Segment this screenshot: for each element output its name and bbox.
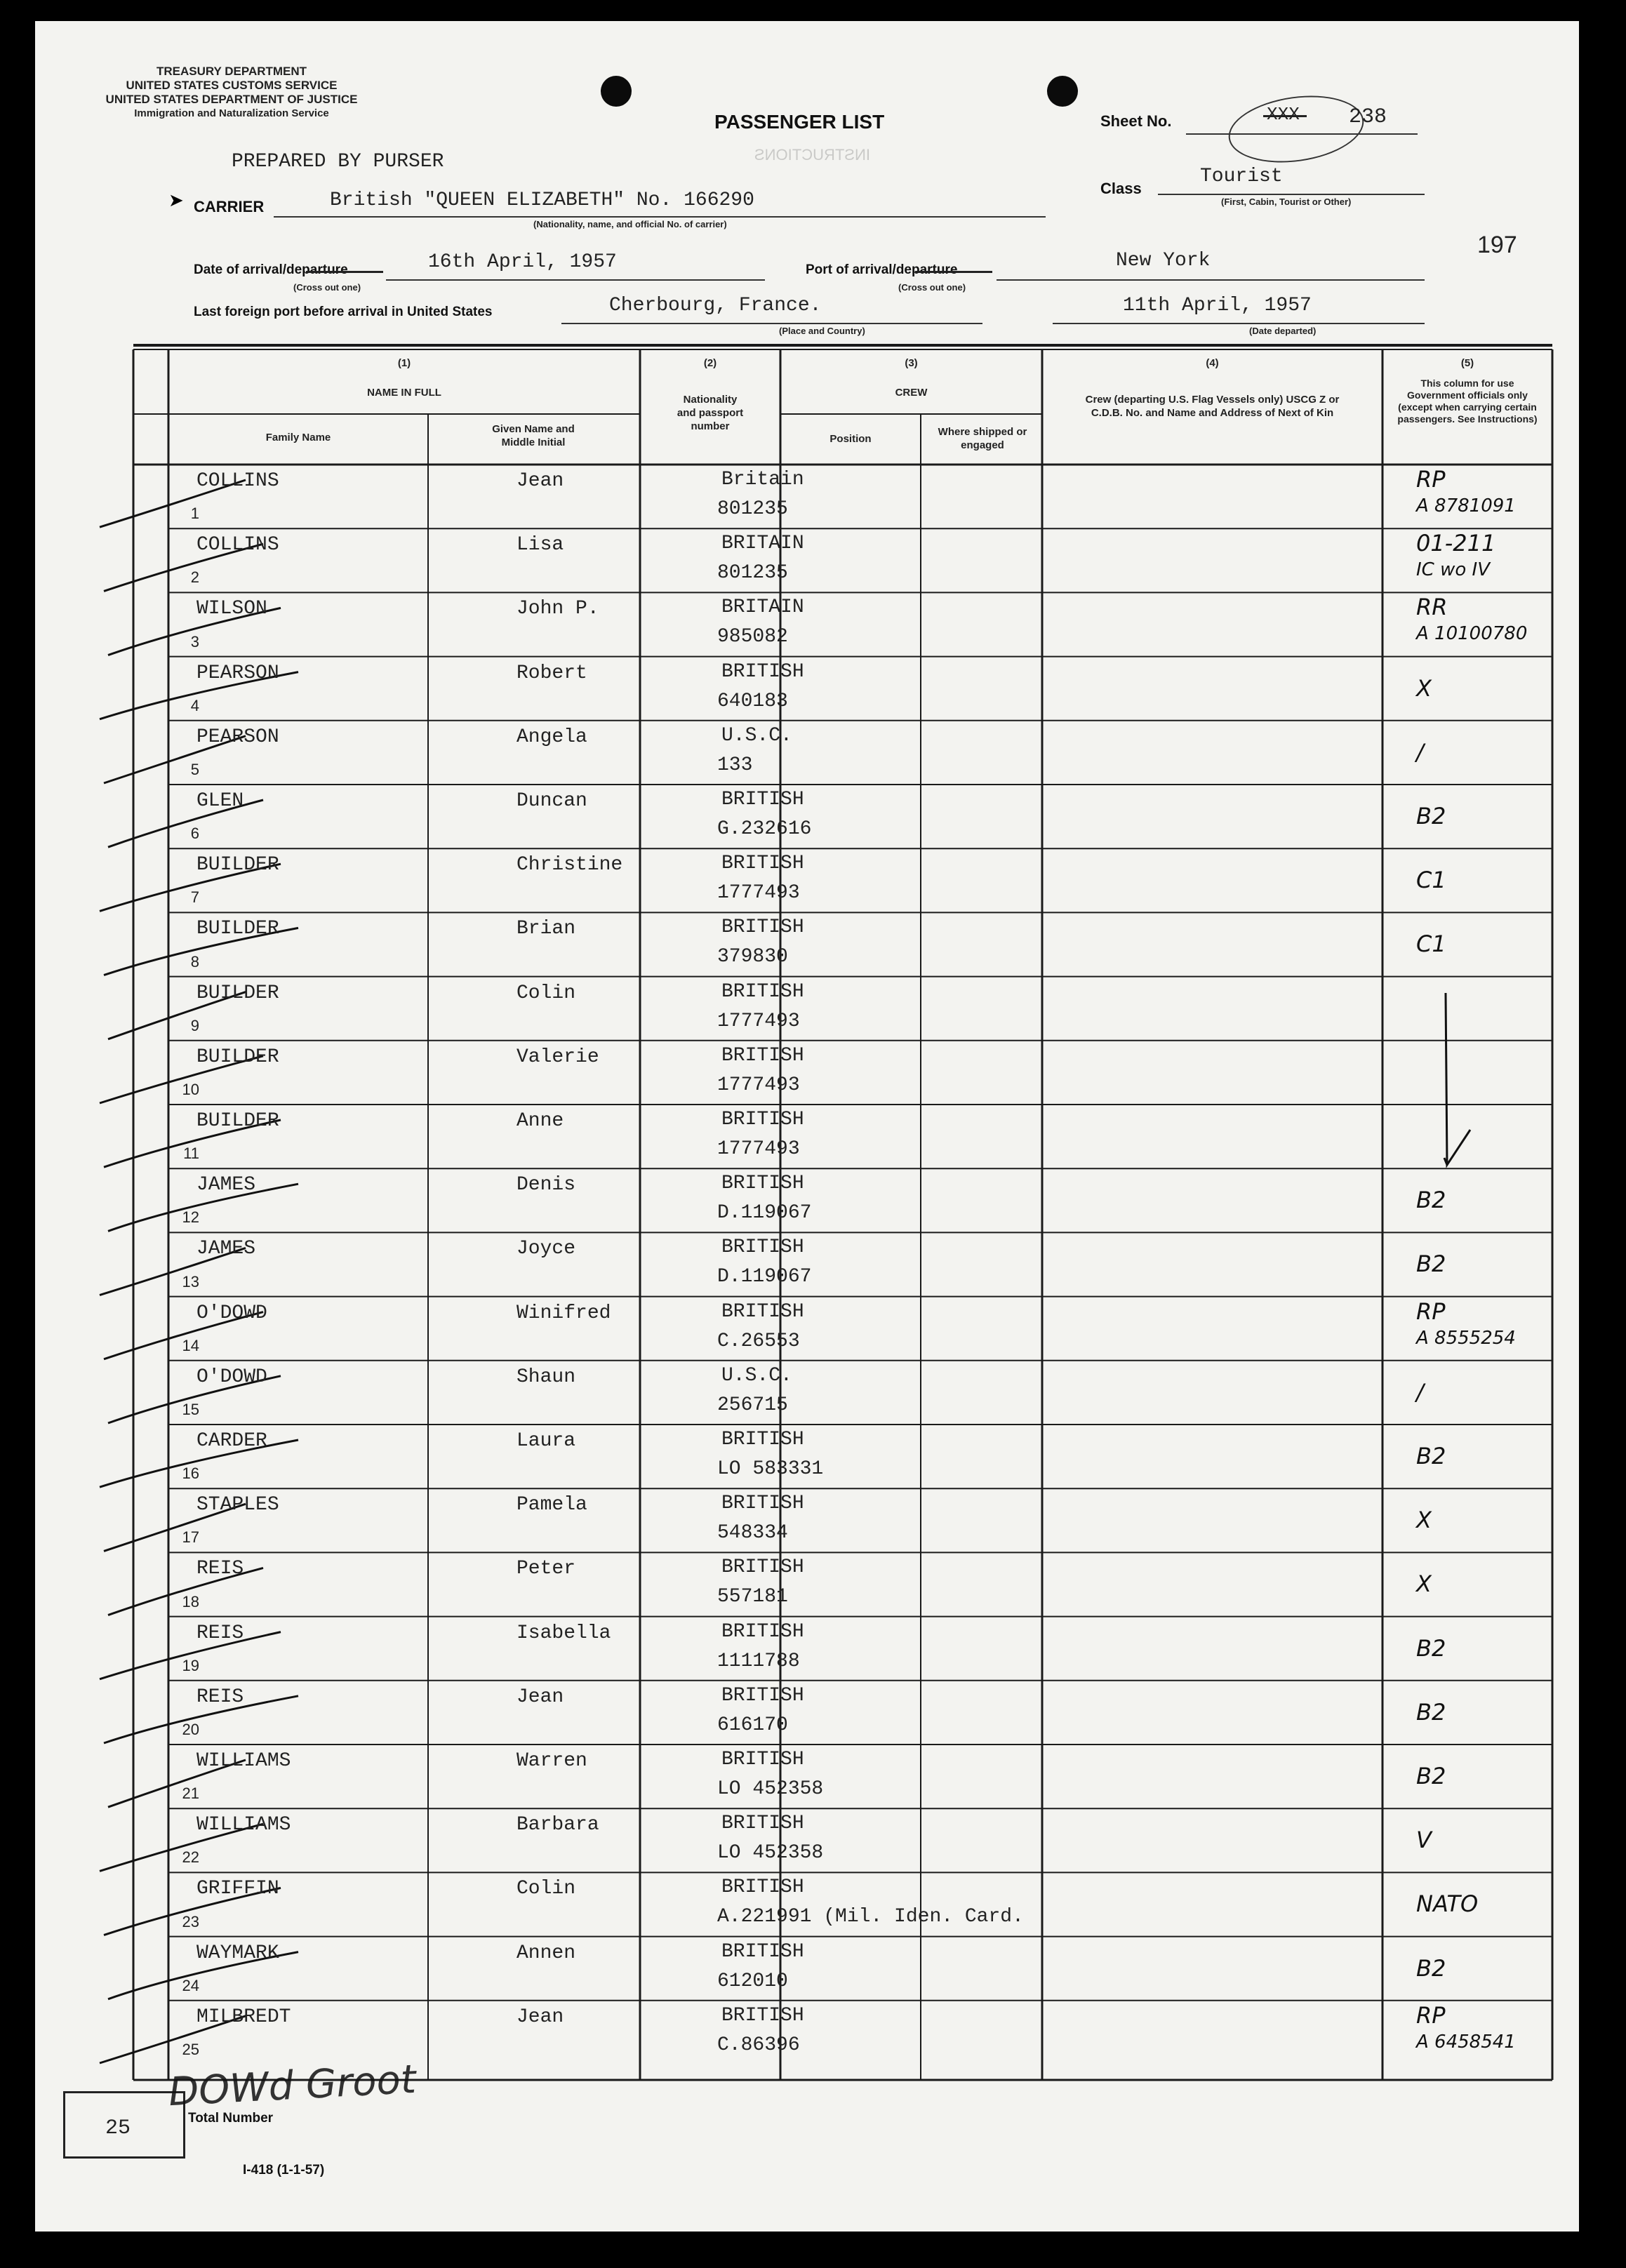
table-row [35, 912, 1579, 976]
row-number: 2 [190, 568, 199, 587]
passport-number: 801235 [717, 562, 788, 585]
row-number: 5 [190, 760, 199, 778]
cross-out-caption: (Cross out one) [898, 282, 966, 293]
table-row [35, 657, 1579, 721]
sheet-struck-value: XXX [1267, 104, 1300, 125]
family-name: REIS [196, 1686, 244, 1708]
nationality: BRITISH [721, 1556, 804, 1579]
passport-number: 1777493 [717, 1138, 800, 1160]
row-number: 4 [190, 696, 199, 714]
total-label: Total Number [188, 2111, 274, 2126]
family-name: JAMES [196, 1174, 256, 1196]
col3-title: CREW [895, 387, 928, 399]
passport-number: LO 452358 [717, 1778, 824, 1800]
agency-line: UNITED STATES DEPARTMENT OF JUSTICE [105, 93, 358, 106]
nationality: BRITISH [721, 1109, 804, 1130]
nationality: BRITISH [721, 1236, 804, 1259]
family-name: O'DOWD [196, 1366, 267, 1388]
row-number: 23 [182, 1912, 199, 1930]
passport-number: 616170 [717, 1714, 788, 1736]
passport-number: 133 [717, 754, 753, 776]
table-row [35, 1617, 1579, 1681]
gov-mark: X [1416, 1507, 1432, 1534]
nationality: BRITISH [721, 1749, 804, 1770]
gov-mark: / [1416, 738, 1424, 766]
nationality: BRITISH [721, 1684, 804, 1707]
nationality: BRITAIN [721, 596, 804, 619]
family-name: COLLINS [196, 470, 279, 492]
given-name: Lisa [517, 534, 564, 556]
table-row [35, 1168, 1579, 1232]
nationality: BRITISH [721, 980, 804, 1003]
family-name: JAMES [196, 1238, 256, 1260]
family-name: REIS [196, 1558, 244, 1580]
row-number: 3 [190, 632, 199, 651]
table-row [35, 1041, 1579, 1105]
given-name: Colin [517, 1878, 576, 1900]
nationality: U.S.C. [721, 724, 792, 747]
family-name: STAPLES [196, 1494, 279, 1516]
family-name: COLLINS [196, 534, 279, 556]
given-name: Anne [517, 1110, 564, 1132]
total-value: 25 [105, 2116, 131, 2140]
table-row [35, 1232, 1579, 1296]
passport-number: 379830 [717, 946, 788, 968]
table-row [35, 1425, 1579, 1488]
row-number: 13 [182, 1272, 199, 1290]
gov-mark-secondary: IC wo IV [1416, 559, 1490, 581]
passport-number: 640183 [717, 690, 788, 712]
sheet-label: Sheet No. [1100, 112, 1172, 130]
builder-bracket-mark [1432, 989, 1488, 1179]
nationality: BRITISH [721, 1620, 804, 1643]
carrier-value: British "QUEEN ELIZABETH" No. 166290 [330, 189, 754, 211]
gov-mark: RP [1416, 1298, 1446, 1325]
date-departed-caption: (Date departed) [1249, 326, 1317, 336]
class-caption: (First, Cabin, Tourist or Other) [1221, 196, 1352, 207]
col2-number: (2) [703, 357, 717, 369]
given-name: Joyce [517, 1238, 576, 1260]
nationality: BRITISH [721, 1429, 804, 1450]
passport-number: 557181 [717, 1586, 788, 1608]
gov-mark: X [1416, 674, 1432, 702]
class-value: Tourist [1200, 166, 1283, 187]
passport-number: D.119067 [717, 1202, 812, 1225]
table-row [35, 1937, 1579, 2001]
gov-mark-secondary: A 10100780 [1416, 623, 1528, 645]
gov-mark: RR [1416, 594, 1448, 621]
family-name: GRIFFIN [196, 1878, 279, 1900]
passport-number: 256715 [717, 1394, 788, 1416]
passenger-list-sheet [35, 21, 1579, 2232]
agency-line: UNITED STATES CUSTOMS SERVICE [126, 79, 338, 92]
table-row [35, 528, 1579, 592]
table-row [35, 1872, 1579, 1936]
gov-mark: B2 [1416, 1443, 1446, 1469]
table-row [35, 1361, 1579, 1425]
gov-mark: / [1416, 1378, 1424, 1406]
nationality: BRITISH [721, 1300, 804, 1323]
given-name: Robert [517, 662, 587, 684]
given-name: Christine [517, 854, 623, 876]
row-number: 15 [182, 1400, 199, 1418]
table-row [35, 848, 1579, 912]
given-name: Peter [517, 1558, 576, 1580]
where-shipped-header: Where shipped or engaged [938, 426, 1027, 451]
row-number: 6 [190, 825, 199, 843]
row-number: 14 [182, 1336, 199, 1354]
nationality: Britain [721, 469, 804, 491]
row-number: 7 [190, 888, 199, 907]
col1-title: NAME IN FULL [367, 387, 441, 399]
gov-mark: B2 [1416, 803, 1446, 829]
table-row [35, 1488, 1579, 1552]
given-name: John P. [517, 598, 599, 620]
nationality: BRITISH [721, 1813, 804, 1835]
position-header: Position [829, 433, 872, 445]
table-row [35, 465, 1579, 528]
family-name: BUILDER [196, 1110, 279, 1132]
table-row [35, 592, 1579, 656]
date-value: 16th April, 1957 [428, 251, 617, 273]
gov-mark: C1 [1416, 930, 1446, 958]
table-row [35, 1105, 1579, 1168]
row-number: 20 [182, 1720, 199, 1738]
passport-number: G.232616 [717, 818, 812, 840]
agency-line: Immigration and Naturalization Service [134, 107, 329, 119]
nationality: BRITISH [721, 1493, 804, 1515]
family-name: O'DOWD [196, 1302, 267, 1324]
agency-line: TREASURY DEPARTMENT [156, 65, 307, 78]
col4-title: Crew (departing U.S. Flag Vessels only) USCG Z or C.D.B. No. and Name and Address of Next of Kin [1085, 394, 1340, 419]
gov-mark-secondary: A 8555254 [1416, 1327, 1516, 1349]
purser-signature: DOWd Groot [167, 2056, 418, 2116]
passport-number: D.119067 [717, 1266, 812, 1288]
gov-mark: B2 [1416, 1634, 1446, 1662]
page-title: PASSENGER LIST [714, 111, 885, 133]
row-number: 11 [183, 1145, 199, 1163]
table-row [35, 977, 1579, 1041]
col1-number: (1) [397, 357, 411, 369]
nationality: BRITISH [721, 660, 804, 683]
passport-number: 1777493 [717, 1074, 800, 1096]
table-row [35, 2001, 1579, 2064]
last-port-value: Cherbourg, France. [609, 295, 822, 316]
nationality: BRITISH [721, 1173, 804, 1195]
passport-number: A.221991 (Mil. Iden. Card. [717, 1906, 1024, 1928]
date-label: Date of arrival/departure [194, 262, 348, 277]
nationality: BRITISH [721, 789, 804, 811]
given-name: Pamela [517, 1494, 587, 1516]
stamp-number: 197 [1477, 232, 1517, 258]
gov-mark: 01-211 [1416, 530, 1496, 557]
nationality: BRITISH [721, 853, 804, 875]
given-name: Barbara [517, 1814, 599, 1836]
given-name: Colin [517, 982, 576, 1004]
gov-mark: C1 [1416, 867, 1446, 894]
gov-mark: B2 [1416, 1763, 1446, 1789]
col5-title: This column for use Government officials only (except when carrying certain passengers. See Instructions) [1397, 378, 1538, 425]
given-name: Shaun [517, 1366, 576, 1388]
gov-mark: B2 [1416, 1698, 1446, 1726]
table-row [35, 1681, 1579, 1745]
col3-number: (3) [905, 357, 918, 369]
gov-mark: RP [1416, 466, 1446, 493]
row-number: 18 [182, 1592, 199, 1610]
row-number: 9 [190, 1016, 199, 1034]
row-number: 10 [182, 1080, 199, 1098]
table-row [35, 1552, 1579, 1616]
row-number: 22 [182, 1848, 199, 1867]
col4-number: (4) [1206, 357, 1219, 369]
family-name: WILSON [196, 598, 267, 620]
row-number: 16 [182, 1465, 199, 1483]
col2-title: Nationality and passport number [677, 394, 744, 432]
family-name: PEARSON [196, 726, 279, 748]
row-number: 21 [182, 1785, 199, 1803]
given-name: Annen [517, 1942, 576, 1964]
nationality: BRITISH [721, 916, 804, 939]
given-name: Winifred [517, 1302, 611, 1324]
row-number: 17 [182, 1528, 199, 1547]
carrier-check-icon: ➤ [168, 189, 184, 211]
gov-mark: RP [1416, 2001, 1446, 2029]
class-label: Class [1100, 180, 1142, 197]
family-name: WAYMARK [196, 1942, 279, 1964]
sheet-number: 238 [1349, 105, 1387, 129]
row-number: 1 [190, 505, 199, 523]
nationality: BRITISH [721, 1876, 804, 1899]
family-name: GLEN [196, 790, 244, 812]
passport-number: 1111788 [717, 1650, 800, 1672]
given-name: Isabella [517, 1622, 611, 1644]
carrier-label: CARRIER [194, 198, 265, 215]
table-row [35, 1808, 1579, 1872]
passport-number: 1777493 [717, 882, 800, 905]
place-caption: (Place and Country) [779, 326, 865, 336]
gov-mark-secondary: A 8781091 [1416, 495, 1516, 516]
gov-mark: B2 [1416, 1187, 1446, 1214]
family-name-header: Family Name [265, 432, 331, 443]
given-name: Jean [517, 1686, 564, 1708]
port-label: Port of arrival/departure [806, 262, 958, 277]
family-name: WILLIAMS [196, 1814, 291, 1836]
gov-mark-secondary: A 6458541 [1416, 2031, 1516, 2053]
given-name: Denis [517, 1174, 576, 1196]
given-name: Warren [517, 1750, 587, 1772]
col5-number: (5) [1460, 357, 1474, 369]
passport-number: C.86396 [717, 2034, 800, 2056]
prepared-by: PREPARED BY PURSER [232, 151, 444, 173]
passport-number: 612010 [717, 1970, 788, 1992]
family-name: BUILDER [196, 854, 279, 876]
carrier-caption: (Nationality, name, and official No. of carrier) [533, 219, 727, 229]
passport-number: 1777493 [717, 1010, 800, 1032]
family-name: BUILDER [196, 918, 279, 940]
family-name: MILBREDT [196, 2006, 291, 2028]
family-name: BUILDER [196, 982, 279, 1004]
nationality: U.S.C. [721, 1364, 792, 1387]
given-name: Brian [517, 918, 576, 940]
row-number: 24 [182, 1976, 199, 1994]
row-number: 25 [182, 2040, 199, 2058]
family-name: CARDER [196, 1430, 267, 1452]
gov-mark: V [1416, 1827, 1432, 1854]
passport-number: 801235 [717, 498, 788, 520]
table-row [35, 1745, 1579, 1808]
table-row [35, 1297, 1579, 1361]
nationality: BRITISH [721, 1940, 804, 1963]
nationality: BRITISH [721, 1044, 804, 1067]
given-name: Jean [517, 470, 564, 492]
gov-mark: B2 [1416, 1250, 1446, 1278]
gov-mark: X [1416, 1570, 1432, 1598]
table-row [35, 785, 1579, 848]
family-name: PEARSON [196, 662, 279, 684]
passport-number: C.26553 [717, 1330, 800, 1352]
given-name: Duncan [517, 790, 587, 812]
form-number: I-418 (1-1-57) [243, 2163, 325, 2177]
given-name: Jean [517, 2006, 564, 2028]
cross-out-caption: (Cross out one) [293, 282, 361, 293]
family-name: REIS [196, 1622, 244, 1644]
passport-number: LO 452358 [717, 1842, 824, 1865]
row-number: 8 [190, 952, 199, 970]
given-name: Valerie [517, 1046, 599, 1068]
nationality: BRITAIN [721, 533, 804, 555]
row-number: 19 [182, 1656, 199, 1674]
port-value: New York [1116, 250, 1211, 272]
given-name: Angela [517, 726, 587, 748]
row-number: 12 [182, 1208, 199, 1227]
date-departed-value: 11th April, 1957 [1123, 295, 1312, 316]
given-name-header: Given Name and Middle Initial [492, 423, 575, 448]
gov-mark: B2 [1416, 1954, 1446, 1982]
last-port-label: Last foreign port before arrival in United States [194, 305, 493, 319]
passport-number: 548334 [717, 1522, 788, 1545]
family-name: WILLIAMS [196, 1750, 291, 1772]
instructions-bleed-through: INSTRUCTIONS [754, 146, 870, 164]
table-row [35, 721, 1579, 785]
passport-number: LO 583331 [717, 1458, 824, 1480]
passport-number: 985082 [717, 626, 788, 648]
family-name: BUILDER [196, 1046, 279, 1068]
nationality: BRITISH [721, 2004, 804, 2027]
given-name: Laura [517, 1430, 576, 1452]
gov-mark: NATO [1416, 1890, 1479, 1918]
